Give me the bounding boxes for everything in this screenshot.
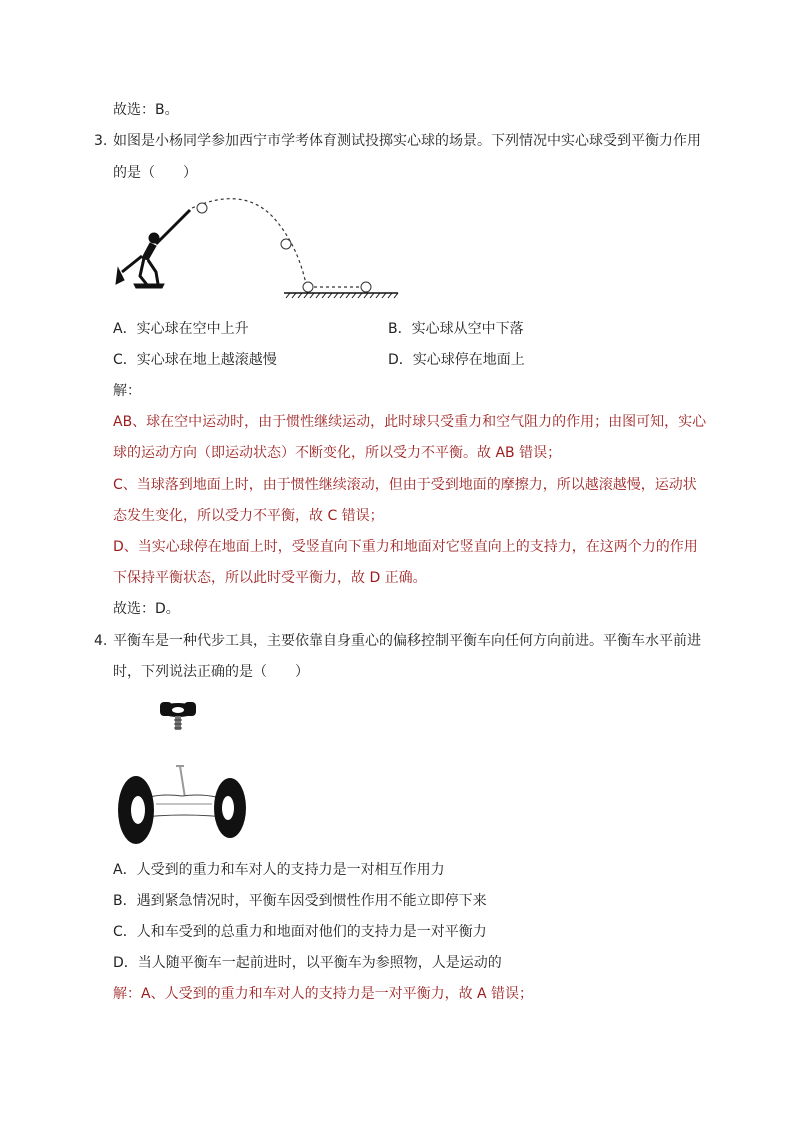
q4-stem-line2: 时，下列说法正确的是（ ） xyxy=(113,664,309,680)
q3-stem-line2: 的是（ ） xyxy=(113,165,197,181)
q4-option-a: A．人受到的重力和车对人的支持力是一对相互作用力 xyxy=(113,862,445,878)
ball-4 xyxy=(361,282,371,292)
q2-answer: 故选：B。 xyxy=(113,102,179,118)
q3-answer: 故选：D。 xyxy=(113,601,180,617)
q3-solution-line: 球的运动方向（即运动状态）不断变化，所以受力不平衡。故 AB 错误； xyxy=(113,445,562,461)
q4-number: 4. xyxy=(94,633,108,649)
q3-solution-line: AB、球在空中运动时，由于惯性继续运动，此时球只受重力和空气阻力的作用；由图可知，实心 xyxy=(113,414,707,430)
q4-option-d: D．当人随平衡车一起前进时，以平衡车为参照物，人是运动的 xyxy=(113,955,502,971)
q3-stem-line1: 如图是小杨同学参加西宁市学考体育测试投掷实心球的场景。下列情况中实心球受到平衡力作用 xyxy=(113,133,701,149)
q3-option-b: B．实心球从空中下落 xyxy=(388,321,524,337)
ball-2 xyxy=(281,239,291,249)
q4-option-b: B．遇到紧急情况时，平衡车因受到惯性作用不能立即停下来 xyxy=(113,893,487,909)
q3-option-c: C．实心球在地上越滚越慢 xyxy=(113,352,277,368)
q3-option-d: D．实心球停在地面上 xyxy=(388,352,525,368)
q3-solution-line: C、当球落到地面上时，由于惯性继续滚动，但由于受到地面的摩擦力，所以越滚越慢，运动状 xyxy=(113,477,697,493)
q3-option-a: A．实心球在空中上升 xyxy=(113,321,249,337)
q4-option-c: C．人和车受到的总重力和地面对他们的支持力是一对平衡力 xyxy=(113,924,487,940)
thrower-figure xyxy=(116,210,190,288)
q3-solution-line: 态发生变化，所以受力不平衡，故 C 错误； xyxy=(113,508,384,524)
q3-solution-label: 解： xyxy=(113,383,141,399)
ball-1 xyxy=(197,203,207,213)
q3-solution-line: 下保持平衡状态，所以此时受平衡力，故 D 正确。 xyxy=(113,570,427,586)
ball-3 xyxy=(303,282,313,292)
shot-put-figure xyxy=(112,198,402,300)
q3-number: 3. xyxy=(94,133,108,149)
q3-solution-line: D、当实心球停在地面上时，受竖直向下重力和地面对它竖直向上的支持力，在这两个力的作用 xyxy=(113,539,698,555)
q4-solution: 解：A、人受到的重力和车对人的支持力是一对平衡力，故 A 错误； xyxy=(113,986,534,1002)
handlebar-icon xyxy=(160,702,196,730)
balance-scooter-figure xyxy=(112,696,254,844)
q4-stem-line1: 平衡车是一种代步工具，主要依靠自身重心的偏移控制平衡车向任何方向前进。平衡车水平前进 xyxy=(113,633,701,649)
